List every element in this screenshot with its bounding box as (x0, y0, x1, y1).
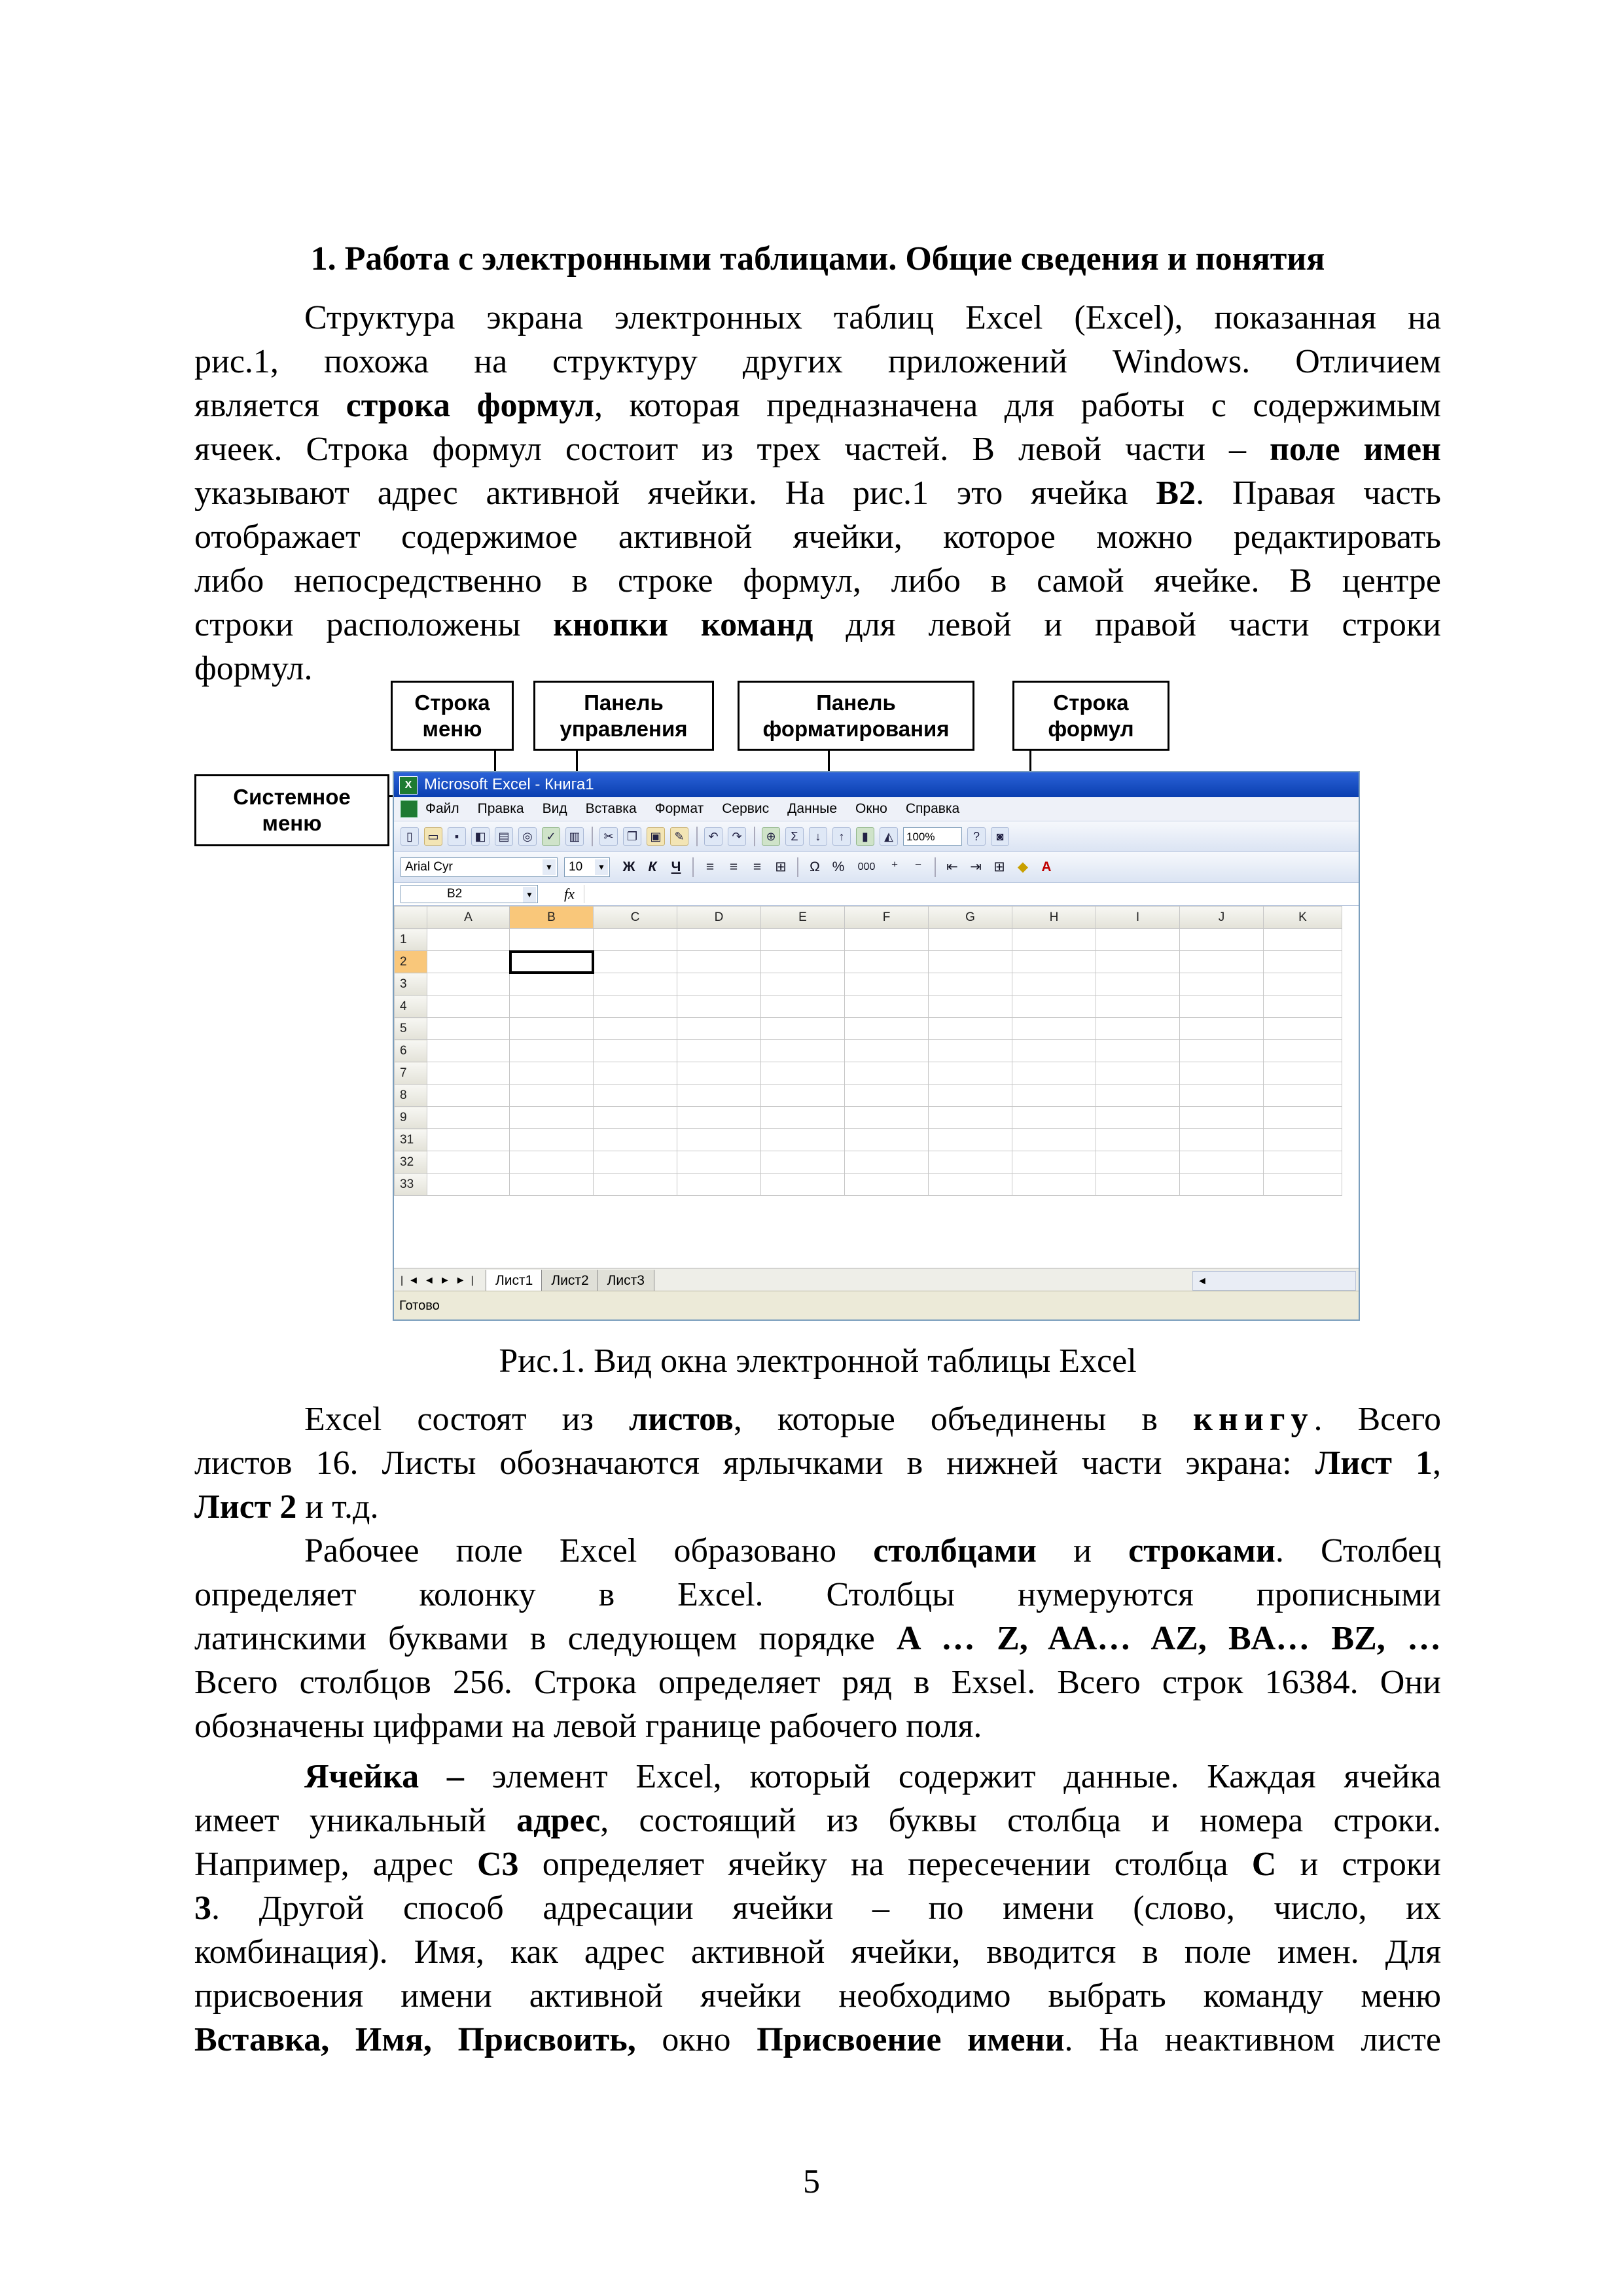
para1-line1: Структура экрана электронных таблиц Excel (Excel), показанная на (304, 299, 1441, 336)
para1-line2: рис.1, похожа на структуру других приложений Windows. Отличием (194, 343, 1441, 380)
row-header[interactable]: 9 (395, 1107, 427, 1129)
sheet-nav-arrows-icon[interactable]: |◄◄►►| (401, 1275, 479, 1286)
open-icon[interactable]: ▭ (424, 827, 442, 846)
column-header[interactable]: K (1264, 906, 1342, 929)
align-center-icon[interactable]: ≡ (729, 859, 738, 874)
excel-window (393, 771, 1360, 1321)
spelling-icon[interactable]: ✓ (542, 827, 560, 846)
increase-decimal-icon[interactable]: ⁺ (891, 859, 899, 874)
column-header-selected[interactable]: B (510, 906, 594, 929)
italic-button[interactable]: К (648, 859, 657, 874)
bold-button[interactable]: Ж (622, 859, 635, 874)
menu-window[interactable]: Окно (855, 801, 887, 816)
menu-edit[interactable]: Правка (477, 801, 524, 816)
hyperlink-icon[interactable]: ⊕ (762, 827, 780, 846)
row-header[interactable]: 33 (395, 1174, 427, 1196)
research-icon[interactable]: ▥ (565, 827, 584, 846)
print-preview-icon[interactable]: ◎ (518, 827, 537, 846)
para4-line4: 3. Другой способ адресации ячейки – по имени (слово, число, их (194, 1890, 1441, 1927)
toolbar-separator (935, 857, 936, 877)
toolbar-separator (592, 827, 593, 846)
column-header[interactable]: J (1180, 906, 1264, 929)
merge-center-icon[interactable]: ⊞ (775, 859, 787, 874)
chevron-down-icon: ▼ (543, 859, 556, 875)
para1-line7: либо непосредственно в строке формул, либо в самой ячейке. В центре (194, 562, 1441, 600)
para1-line3: является строка формул, которая предназначена для работы с содержимым (194, 387, 1441, 424)
permission-icon[interactable]: ◧ (471, 827, 490, 846)
para1-line6: отображает содержимое активной ячейки, которое можно редактировать (194, 518, 1441, 556)
sort-descending-icon[interactable]: ↑ (832, 827, 851, 846)
menu-file[interactable]: Файл (425, 801, 459, 816)
zoom-box[interactable]: 100% (903, 827, 962, 846)
para3-line1: Рабочее поле Excel образовано столбцами и строками. Столбец (304, 1532, 1442, 1570)
chevron-down-icon: ▼ (595, 859, 608, 875)
row-header[interactable]: 1 (395, 929, 427, 951)
drawing-icon[interactable]: ◭ (880, 827, 898, 846)
font-color-icon[interactable]: A (1041, 859, 1052, 874)
font-size-select[interactable]: 10 ▼ (564, 857, 610, 877)
chevron-down-icon: ▼ (523, 887, 536, 903)
column-header[interactable]: I (1096, 906, 1180, 929)
column-header[interactable]: C (594, 906, 677, 929)
formatting-toolbar (394, 852, 1359, 883)
decrease-decimal-icon[interactable]: ⁻ (914, 859, 922, 874)
para4-line3: Например, адрес C3 определяет ячейку на пересечении столбца C и строки (194, 1846, 1442, 1883)
para4-line7: Вставка, Имя, Присвоить, окно Присвоение имени. На неактивном листе (194, 2021, 1441, 2058)
para2-line2: листов 16. Листы обозначаются ярлычками в нижней части экрана: Лист 1, (194, 1444, 1441, 1482)
row-header[interactable]: 6 (395, 1040, 427, 1062)
formula-input[interactable] (584, 885, 1355, 903)
print-icon[interactable]: ▤ (495, 827, 513, 846)
underline-button[interactable]: Ч (671, 859, 681, 874)
help-icon[interactable]: ? (967, 827, 986, 846)
save-icon[interactable]: ▪ (448, 827, 466, 846)
toolbar-separator (754, 827, 755, 846)
column-header[interactable]: D (677, 906, 761, 929)
callout-system-menu: Системное меню (194, 774, 389, 846)
toolbar-separator (692, 857, 694, 877)
sheet-tab-active[interactable]: Лист1 (486, 1270, 543, 1293)
percent-button[interactable]: % (832, 859, 845, 874)
cut-icon[interactable]: ✂ (599, 827, 618, 846)
row-header[interactable]: 3 (395, 973, 427, 996)
toolbar-separator (696, 827, 698, 846)
redo-icon[interactable]: ↷ (728, 827, 746, 846)
row-header[interactable]: 5 (395, 1018, 427, 1040)
autosum-icon[interactable]: Σ (785, 827, 804, 846)
menu-format[interactable]: Формат (654, 801, 704, 816)
callout-format-panel: Панель форматирования (738, 681, 974, 751)
para3-line4: Всего столбцов 256. Строка определяет ряд в Exsel. Всего строк 16384. Они (194, 1664, 1441, 1701)
sheet-tab[interactable]: Лист2 (541, 1270, 598, 1293)
window-title: Microsoft Excel - Книга1 (424, 776, 594, 793)
row-header[interactable]: 32 (395, 1151, 427, 1174)
system-menu-icon[interactable] (401, 800, 418, 817)
para3-line3: латинскими буквами в следующем порядке A … Z, AA… AZ, BA… BZ, … (194, 1620, 1441, 1657)
select-all-corner[interactable] (395, 906, 427, 929)
callout-control-panel: Панель управления (533, 681, 714, 751)
status-text: Готово (399, 1299, 440, 1313)
column-header[interactable]: E (761, 906, 845, 929)
para2-line3: Лист 2 и т.д. (194, 1488, 379, 1526)
callout-formula-line: Строка формул (1012, 681, 1169, 751)
active-cell[interactable] (510, 951, 594, 973)
menu-tools[interactable]: Сервис (722, 801, 770, 816)
para1-line5: указывают адрес активной ячейки. На рис.1 это ячейка B2. Правая часть (194, 475, 1441, 512)
camera-icon[interactable]: ◙ (991, 827, 1009, 846)
menu-insert[interactable]: Вставка (585, 801, 637, 816)
para3-line2: определяет колонку в Excel. Столбцы нумеруются прописными (194, 1576, 1441, 1613)
section-heading: 1. Работа с электронными таблицами. Общие сведения и понятия (310, 240, 1325, 278)
sheet-tabs-bar (394, 1268, 1359, 1293)
horizontal-scrollbar[interactable]: ◄ (1192, 1271, 1356, 1291)
column-header[interactable]: H (1012, 906, 1096, 929)
sheet-tab[interactable]: Лист3 (597, 1270, 654, 1293)
toolbar-separator (797, 857, 798, 877)
copy-icon[interactable]: ❐ (623, 827, 641, 846)
row-header[interactable]: 4 (395, 996, 427, 1018)
para4-line1: Ячейка – элемент Excel, который содержит данные. Каждая ячейка (304, 1758, 1442, 1795)
menu-view[interactable]: Вид (542, 801, 567, 816)
new-icon[interactable]: ▯ (401, 827, 419, 846)
column-header[interactable]: A (427, 906, 510, 929)
font-name-select[interactable]: Arial Cyr ▼ (401, 857, 558, 877)
worksheet-grid (394, 906, 1342, 1196)
figure-caption: Рис.1. Вид окна электронной таблицы Excel (499, 1342, 1137, 1380)
column-header[interactable]: G (929, 906, 1012, 929)
menu-data[interactable]: Данные (787, 801, 838, 816)
paste-icon[interactable]: ▣ (647, 827, 665, 846)
menu-help[interactable]: Справка (905, 801, 960, 816)
excel-app-icon: X (399, 776, 418, 795)
row-header-selected[interactable]: 2 (395, 951, 427, 973)
sort-ascending-icon[interactable]: ↓ (809, 827, 827, 846)
comma-style-button[interactable]: 000 (857, 861, 876, 872)
menu-bar (394, 797, 1359, 821)
fill-color-icon[interactable]: ◆ (1017, 859, 1029, 874)
decrease-indent-icon[interactable]: ⇤ (946, 859, 958, 874)
callout-menu-line: Строка меню (391, 681, 514, 751)
para4-line6: присвоения имени активной ячейки необходимо выбрать команду меню (194, 1977, 1441, 2015)
para4-line2: имеет уникальный адрес, состоящий из буквы столбца и номера строки. (194, 1802, 1442, 1839)
align-right-icon[interactable]: ≡ (753, 859, 762, 874)
para2-line1: Excel состоят из листов, которые объединены в книгу. Всего (304, 1401, 1441, 1438)
para1-line9: формул. (194, 650, 313, 687)
name-box[interactable]: B2 ▼ (401, 885, 538, 903)
formula-bar (394, 883, 1359, 906)
para1-line4: ячеек. Строка формул состоит из трех частей. В левой части – поле имен (194, 431, 1442, 468)
para4-line5: комбинация). Имя, как адрес активной ячейки, вводится в поле имен. Для (194, 1933, 1441, 1971)
row-header[interactable]: 31 (395, 1129, 427, 1151)
chart-wizard-icon[interactable]: ▮ (856, 827, 874, 846)
status-bar (394, 1291, 1359, 1319)
undo-icon[interactable]: ↶ (704, 827, 722, 846)
standard-toolbar (394, 821, 1359, 852)
column-header[interactable]: F (845, 906, 929, 929)
format-painter-icon[interactable]: ✎ (670, 827, 688, 846)
para3-line5: обозначены цифрами на левой границе рабочего поля. (194, 1708, 982, 1745)
row-header[interactable]: 8 (395, 1085, 427, 1107)
para1-line8: строки расположены кнопки команд для левой и правой части строки (194, 606, 1441, 643)
page-number: 5 (803, 2163, 820, 2200)
align-left-icon[interactable]: ≡ (705, 859, 715, 874)
euro-icon[interactable]: Ω (810, 859, 820, 874)
fx-button[interactable]: fx (564, 886, 575, 902)
borders-icon[interactable]: ⊞ (993, 859, 1005, 874)
title-bar (394, 772, 1359, 797)
row-header[interactable]: 7 (395, 1062, 427, 1085)
increase-indent-icon[interactable]: ⇥ (970, 859, 982, 874)
